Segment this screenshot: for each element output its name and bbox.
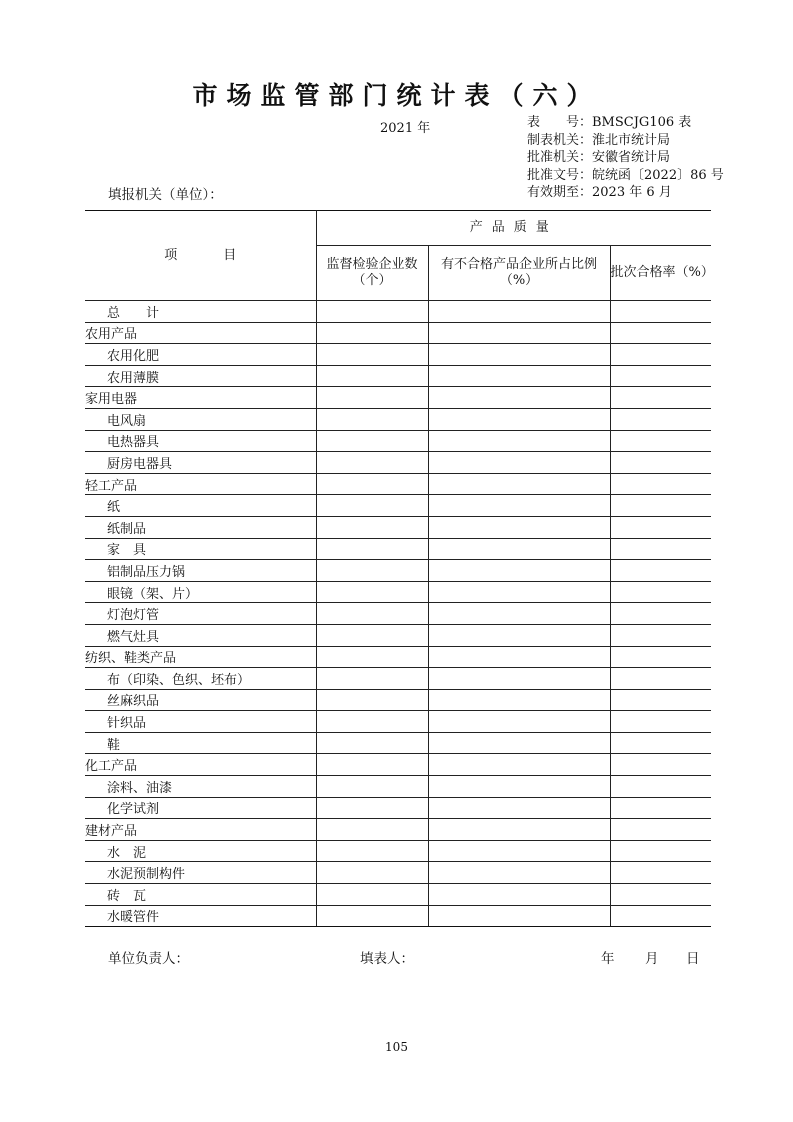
page-number: 105 xyxy=(385,1040,408,1054)
row-label: 水泥预制构件 xyxy=(85,862,316,884)
unqualified-ratio-cell[interactable] xyxy=(428,301,610,323)
table-row xyxy=(85,862,711,884)
row-label: 纺织、鞋类产品 xyxy=(85,646,316,668)
unqualified-ratio-cell[interactable] xyxy=(428,538,610,560)
item-header-char-1: 项 xyxy=(164,247,178,263)
report-year: 2021 年 xyxy=(380,121,431,136)
unqualified-ratio-cell[interactable] xyxy=(428,581,610,603)
inspected-enterprises-cell[interactable] xyxy=(316,711,428,733)
unqualified-ratio-cell[interactable] xyxy=(428,322,610,344)
unqualified-ratio-cell[interactable] xyxy=(428,819,610,841)
batch-pass-rate-cell[interactable] xyxy=(610,301,711,323)
row-label: 农用薄膜 xyxy=(85,365,316,387)
unqualified-ratio-cell[interactable] xyxy=(428,452,610,474)
batch-pass-rate-cell[interactable] xyxy=(610,840,711,862)
table-row xyxy=(85,646,711,668)
inspected-enterprises-cell[interactable] xyxy=(316,732,428,754)
batch-pass-rate-cell[interactable] xyxy=(610,495,711,517)
table-row xyxy=(85,581,711,603)
table-row xyxy=(85,322,711,344)
batch-pass-rate-header: 批次合格率（%） xyxy=(610,246,711,301)
batch-pass-rate-cell[interactable] xyxy=(610,344,711,366)
inspected-enterprises-cell[interactable] xyxy=(316,408,428,430)
form-filler-label: 填表人： xyxy=(360,951,414,967)
inspected-enterprises-cell[interactable] xyxy=(316,624,428,646)
inspected-enterprises-cell[interactable] xyxy=(316,495,428,517)
table-row xyxy=(85,408,711,430)
inspected-enterprises-cell[interactable] xyxy=(316,344,428,366)
row-label: 化工产品 xyxy=(85,754,316,776)
unqualified-ratio-cell[interactable] xyxy=(428,430,610,452)
unqualified-ratio-cell[interactable] xyxy=(428,689,610,711)
batch-pass-rate-cell[interactable] xyxy=(610,624,711,646)
unqualified-ratio-cell[interactable] xyxy=(428,408,610,430)
row-label: 水暖管件 xyxy=(85,905,316,927)
batch-pass-rate-cell[interactable] xyxy=(610,711,711,733)
item-column-header xyxy=(85,211,316,301)
unqualified-ratio-cell[interactable] xyxy=(428,344,610,366)
row-label: 涂料、油漆 xyxy=(85,776,316,798)
unqualified-ratio-cell[interactable] xyxy=(428,624,610,646)
valid-until: 有效期至：2023 年 6 月 xyxy=(527,185,672,200)
unqualified-ratio-cell[interactable] xyxy=(428,495,610,517)
unqualified-ratio-cell[interactable] xyxy=(428,754,610,776)
row-label: 农用产品 xyxy=(85,322,316,344)
unqualified-ratio-cell[interactable] xyxy=(428,776,610,798)
table-row xyxy=(85,560,711,582)
row-label: 电热器具 xyxy=(85,430,316,452)
item-header-char-2: 目 xyxy=(223,247,237,263)
table-row xyxy=(85,495,711,517)
batch-pass-rate-cell[interactable] xyxy=(610,732,711,754)
batch-pass-rate-cell[interactable] xyxy=(610,797,711,819)
inspected-enterprises-cell[interactable] xyxy=(316,560,428,582)
inspected-enterprises-cell[interactable] xyxy=(316,365,428,387)
row-label: 灯泡灯管 xyxy=(85,603,316,625)
row-label: 鞋 xyxy=(85,732,316,754)
table-row xyxy=(85,689,711,711)
batch-pass-rate-cell[interactable] xyxy=(610,776,711,798)
approving-authority: 批准机关：安徽省统计局 xyxy=(527,150,671,165)
unqualified-ratio-cell[interactable] xyxy=(428,516,610,538)
table-row xyxy=(85,344,711,366)
row-label: 眼镜（架、片） xyxy=(85,581,316,603)
table-row xyxy=(85,387,711,409)
batch-pass-rate-cell[interactable] xyxy=(610,430,711,452)
row-label: 丝麻织品 xyxy=(85,689,316,711)
batch-pass-rate-cell[interactable] xyxy=(610,689,711,711)
table-row xyxy=(85,365,711,387)
batch-pass-rate-cell[interactable] xyxy=(610,646,711,668)
batch-pass-rate-cell[interactable] xyxy=(610,452,711,474)
row-label: 总 计 xyxy=(85,301,316,323)
inspected-enterprises-header: 监督检验企业数（个） xyxy=(316,246,428,301)
responsible-person-label: 单位负责人： xyxy=(108,951,189,967)
table-row xyxy=(85,711,711,733)
inspected-enterprises-cell[interactable] xyxy=(316,754,428,776)
unqualified-ratio-cell[interactable] xyxy=(428,732,610,754)
batch-pass-rate-cell[interactable] xyxy=(610,387,711,409)
inspected-enterprises-cell[interactable] xyxy=(316,884,428,906)
table-row xyxy=(85,516,711,538)
inspected-enterprises-cell[interactable] xyxy=(316,581,428,603)
batch-pass-rate-cell[interactable] xyxy=(610,905,711,927)
unqualified-ratio-cell[interactable] xyxy=(428,646,610,668)
table-row xyxy=(85,452,711,474)
date-year-label: 年 xyxy=(601,951,615,967)
row-label: 纸 xyxy=(85,495,316,517)
inspected-enterprises-cell[interactable] xyxy=(316,387,428,409)
reporting-unit-label: 填报机关（单位）： xyxy=(108,187,223,203)
inspected-enterprises-cell[interactable] xyxy=(316,538,428,560)
page-title: 市场监管部门统计表（六） xyxy=(192,81,601,110)
row-label: 纸制品 xyxy=(85,516,316,538)
inspected-enterprises-cell[interactable] xyxy=(316,819,428,841)
row-label: 农用化肥 xyxy=(85,344,316,366)
row-label: 厨房电器具 xyxy=(85,452,316,474)
unqualified-ratio-header: 有不合格产品企业所占比例（%） xyxy=(428,246,610,301)
unqualified-ratio-cell[interactable] xyxy=(428,668,610,690)
table-row xyxy=(85,754,711,776)
unqualified-ratio-cell[interactable] xyxy=(428,603,610,625)
table-row xyxy=(85,538,711,560)
batch-pass-rate-cell[interactable] xyxy=(610,365,711,387)
table-row xyxy=(85,301,711,323)
unqualified-ratio-cell[interactable] xyxy=(428,840,610,862)
table-row xyxy=(85,732,711,754)
date-day-label: 日 xyxy=(686,951,700,967)
row-label: 砖 瓦 xyxy=(85,884,316,906)
table-row xyxy=(85,624,711,646)
table-row xyxy=(85,905,711,927)
date-month-label: 月 xyxy=(645,951,659,967)
batch-pass-rate-cell[interactable] xyxy=(610,581,711,603)
issuing-authority: 制表机关：淮北市统计局 xyxy=(527,132,671,148)
table-row xyxy=(85,776,711,798)
batch-pass-rate-cell[interactable] xyxy=(610,754,711,776)
statistics-table xyxy=(85,210,714,927)
inspected-enterprises-cell[interactable] xyxy=(316,668,428,690)
batch-pass-rate-cell[interactable] xyxy=(610,473,711,495)
unqualified-ratio-cell[interactable] xyxy=(428,884,610,906)
table-row xyxy=(85,884,711,906)
inspected-enterprises-cell[interactable] xyxy=(316,473,428,495)
unqualified-ratio-cell[interactable] xyxy=(428,797,610,819)
batch-pass-rate-cell[interactable] xyxy=(610,862,711,884)
table-row xyxy=(85,840,711,862)
row-label: 家用电器 xyxy=(85,387,316,409)
approval-document: 批准文号：皖统函〔2022〕86 号 xyxy=(527,167,724,183)
row-label: 铝制品压力锅 xyxy=(85,560,316,582)
row-label: 建材产品 xyxy=(85,819,316,841)
row-label: 燃气灶具 xyxy=(85,624,316,646)
inspected-enterprises-cell[interactable] xyxy=(316,840,428,862)
row-label: 化学试剂 xyxy=(85,797,316,819)
row-label: 家 具 xyxy=(85,538,316,560)
form-metadata xyxy=(527,114,724,202)
table-row xyxy=(85,430,711,452)
batch-pass-rate-cell[interactable] xyxy=(610,516,711,538)
inspected-enterprises-cell[interactable] xyxy=(316,452,428,474)
unqualified-ratio-cell[interactable] xyxy=(428,711,610,733)
inspected-enterprises-cell[interactable] xyxy=(316,322,428,344)
inspected-enterprises-cell[interactable] xyxy=(316,797,428,819)
product-quality-group-header: 产品质量 xyxy=(316,211,711,246)
batch-pass-rate-cell[interactable] xyxy=(610,560,711,582)
batch-pass-rate-cell[interactable] xyxy=(610,884,711,906)
row-label: 针织品 xyxy=(85,711,316,733)
inspected-enterprises-cell[interactable] xyxy=(316,776,428,798)
inspected-enterprises-cell[interactable] xyxy=(316,905,428,927)
batch-pass-rate-cell[interactable] xyxy=(610,668,711,690)
batch-pass-rate-cell[interactable] xyxy=(610,819,711,841)
table-row xyxy=(85,603,711,625)
unqualified-ratio-cell[interactable] xyxy=(428,560,610,582)
batch-pass-rate-cell[interactable] xyxy=(610,603,711,625)
row-label: 水 泥 xyxy=(85,840,316,862)
form-number: 表 号：BMSCJG106 表 xyxy=(527,115,692,130)
unqualified-ratio-cell[interactable] xyxy=(428,862,610,884)
table-row xyxy=(85,797,711,819)
row-label: 轻工产品 xyxy=(85,473,316,495)
unqualified-ratio-cell[interactable] xyxy=(428,365,610,387)
batch-pass-rate-cell[interactable] xyxy=(610,408,711,430)
batch-pass-rate-cell[interactable] xyxy=(610,538,711,560)
table-body xyxy=(85,301,711,927)
table-row xyxy=(85,819,711,841)
table-row xyxy=(85,473,711,495)
unqualified-ratio-cell[interactable] xyxy=(428,387,610,409)
inspected-enterprises-cell[interactable] xyxy=(316,603,428,625)
row-label: 电风扇 xyxy=(85,408,316,430)
inspected-enterprises-cell[interactable] xyxy=(316,301,428,323)
batch-pass-rate-cell[interactable] xyxy=(610,322,711,344)
inspected-enterprises-cell[interactable] xyxy=(316,689,428,711)
inspected-enterprises-cell[interactable] xyxy=(316,516,428,538)
inspected-enterprises-cell[interactable] xyxy=(316,862,428,884)
inspected-enterprises-cell[interactable] xyxy=(316,646,428,668)
row-label: 布（印染、色织、坯布） xyxy=(85,668,316,690)
table-row xyxy=(85,668,711,690)
inspected-enterprises-cell[interactable] xyxy=(316,430,428,452)
unqualified-ratio-cell[interactable] xyxy=(428,905,610,927)
unqualified-ratio-cell[interactable] xyxy=(428,473,610,495)
